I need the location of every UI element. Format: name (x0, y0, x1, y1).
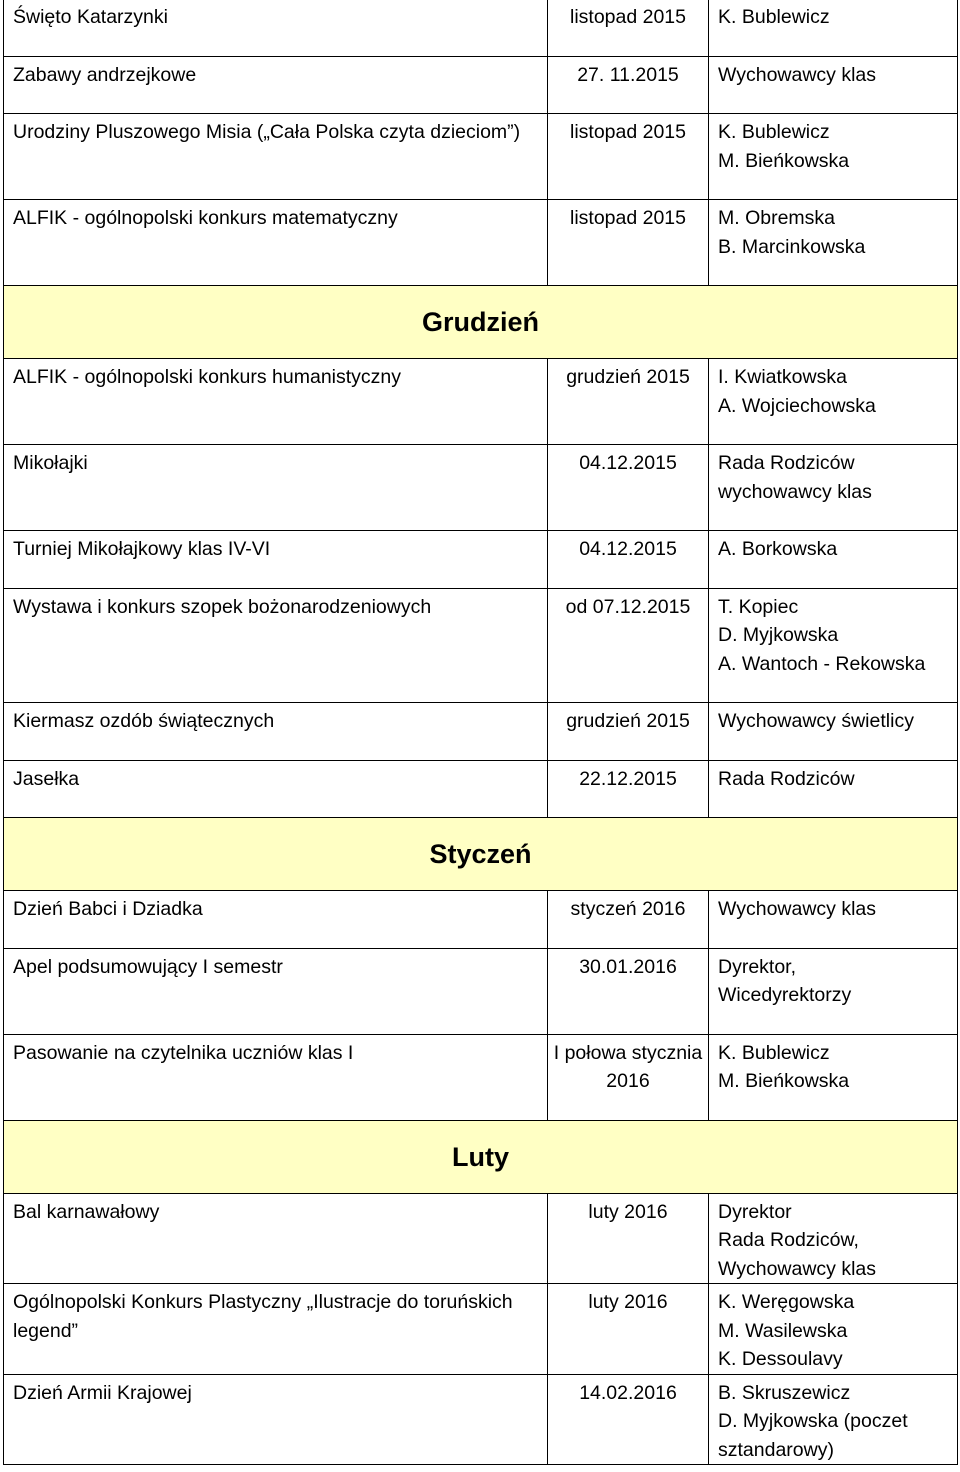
table-row (4, 1034, 958, 1120)
event-date: od 07.12.2015 (548, 588, 709, 703)
responsible-person: K. Bublewicz (718, 6, 830, 28)
event-date: listopad 2015 (548, 200, 709, 286)
responsible-person: D. Myjkowska (718, 624, 839, 646)
responsible-person: Wychowawcy klas (718, 898, 877, 920)
event-name: Mikołajki (4, 445, 548, 531)
responsible-person: D. Myjkowska (poczet sztandarowy) (718, 1410, 908, 1461)
month-header-row (4, 1120, 958, 1193)
event-date: luty 2016 (548, 1193, 709, 1284)
month-header: Grudzień (4, 286, 958, 359)
responsible-person: Wychowawcy świetlicy (718, 710, 914, 732)
responsible-persons (709, 445, 958, 531)
responsible-person: A. Borkowska (718, 538, 838, 560)
responsible-persons (709, 200, 958, 286)
event-date: 22.12.2015 (548, 760, 709, 818)
responsible-persons (709, 1034, 958, 1120)
responsible-persons (709, 0, 958, 56)
responsible-persons (709, 760, 958, 818)
event-name: Pasowanie na czytelnika uczniów klas I (4, 1034, 548, 1120)
event-name: Turniej Mikołajkowy klas IV-VI (4, 531, 548, 589)
table-row (4, 948, 958, 1034)
responsible-persons (709, 588, 958, 703)
month-header: Styczeń (4, 818, 958, 891)
event-name: Urodziny Pluszowego Misia („Cała Polska czyta dzieciom”) (4, 114, 548, 200)
table-row (4, 531, 958, 589)
month-header: Luty (4, 1120, 958, 1193)
event-date: grudzień 2015 (548, 703, 709, 761)
table-row (4, 760, 958, 818)
event-date: listopad 2015 (548, 0, 709, 56)
table-row (4, 0, 958, 56)
month-header-row (4, 818, 958, 891)
table-row (4, 200, 958, 286)
table-row (4, 703, 958, 761)
event-date: 27. 11.2015 (548, 56, 709, 114)
responsible-person: wychowawcy klas (718, 480, 872, 503)
table-row (4, 114, 958, 200)
responsible-persons (709, 56, 958, 114)
table-row (4, 588, 958, 703)
responsible-person: M. Obremska (718, 207, 836, 229)
responsible-persons (709, 359, 958, 445)
event-date: luty 2016 (548, 1284, 709, 1375)
table-row (4, 445, 958, 531)
event-name: Wystawa i konkurs szopek bożonarodzeniowych (4, 588, 548, 703)
responsible-persons (709, 114, 958, 200)
event-date: 30.01.2016 (548, 948, 709, 1034)
event-name: Jasełka (4, 760, 548, 818)
event-date: styczeń 2016 (548, 891, 709, 949)
responsible-person: B. Marcinkowska (718, 235, 866, 258)
responsible-person: Rada Rodziców (718, 452, 855, 474)
responsible-persons (709, 891, 958, 949)
responsible-person: B. Skruszewicz (718, 1381, 851, 1404)
event-name: Święto Katarzynki (4, 0, 548, 56)
events-schedule-table (3, 0, 958, 1465)
responsible-person: Dyrektor, (718, 955, 797, 978)
event-name: Dzień Babci i Dziadka (4, 891, 548, 949)
responsible-person: I. Kwiatkowska (718, 366, 847, 388)
responsible-person: K. Bublewicz (718, 121, 830, 143)
table-row (4, 1374, 958, 1465)
event-name: Ogólnopolski Konkurs Plastyczny „Ilustracje do toruńskich legend” (4, 1284, 548, 1375)
responsible-persons (709, 1284, 958, 1375)
responsible-person: T. Kopiec (718, 595, 799, 618)
responsible-person: K. Dessoulavy (718, 1348, 843, 1370)
table-row (4, 359, 958, 445)
event-date: listopad 2015 (548, 114, 709, 200)
responsible-person: Wicedyrektorzy (718, 984, 852, 1006)
responsible-person: A. Wantoch - Rekowska (718, 652, 926, 675)
event-date: grudzień 2015 (548, 359, 709, 445)
responsible-person: M. Bieńkowska (718, 1070, 850, 1092)
table-row (4, 56, 958, 114)
responsible-person: M. Bieńkowska (718, 149, 850, 172)
event-date: 14.02.2016 (548, 1374, 709, 1465)
responsible-persons (709, 1193, 958, 1284)
responsible-person: A. Wojciechowska (718, 394, 876, 417)
responsible-person: K. Bublewicz (718, 1041, 830, 1064)
responsible-person: Rada Rodziców, (718, 1229, 859, 1251)
responsible-person: Rada Rodziców (718, 767, 855, 790)
responsible-persons (709, 531, 958, 589)
event-date: 04.12.2015 (548, 531, 709, 589)
event-name: Kiermasz ozdób świątecznych (4, 703, 548, 761)
table-row (4, 1193, 958, 1284)
event-name: Bal karnawałowy (4, 1193, 548, 1284)
responsible-person: Wychowawcy klas (718, 1257, 877, 1280)
responsible-person: K. Weręgowska (718, 1291, 855, 1313)
month-header-row (4, 286, 958, 359)
responsible-person: Wychowawcy klas (718, 63, 877, 86)
responsible-person: Dyrektor (718, 1200, 792, 1223)
responsible-person: M. Wasilewska (718, 1319, 848, 1342)
event-date: I połowa stycznia 2016 (548, 1034, 709, 1120)
event-name: Apel podsumowujący I semestr (4, 948, 548, 1034)
responsible-persons (709, 1374, 958, 1465)
table-row (4, 1284, 958, 1375)
event-name: Zabawy andrzejkowe (4, 56, 548, 114)
schedule-body (4, 0, 958, 1465)
responsible-persons (709, 948, 958, 1034)
table-row (4, 891, 958, 949)
event-name: Dzień Armii Krajowej (4, 1374, 548, 1465)
event-name: ALFIK - ogólnopolski konkurs matematyczny (4, 200, 548, 286)
event-name: ALFIK - ogólnopolski konkurs humanistyczny (4, 359, 548, 445)
event-date: 04.12.2015 (548, 445, 709, 531)
responsible-persons (709, 703, 958, 761)
